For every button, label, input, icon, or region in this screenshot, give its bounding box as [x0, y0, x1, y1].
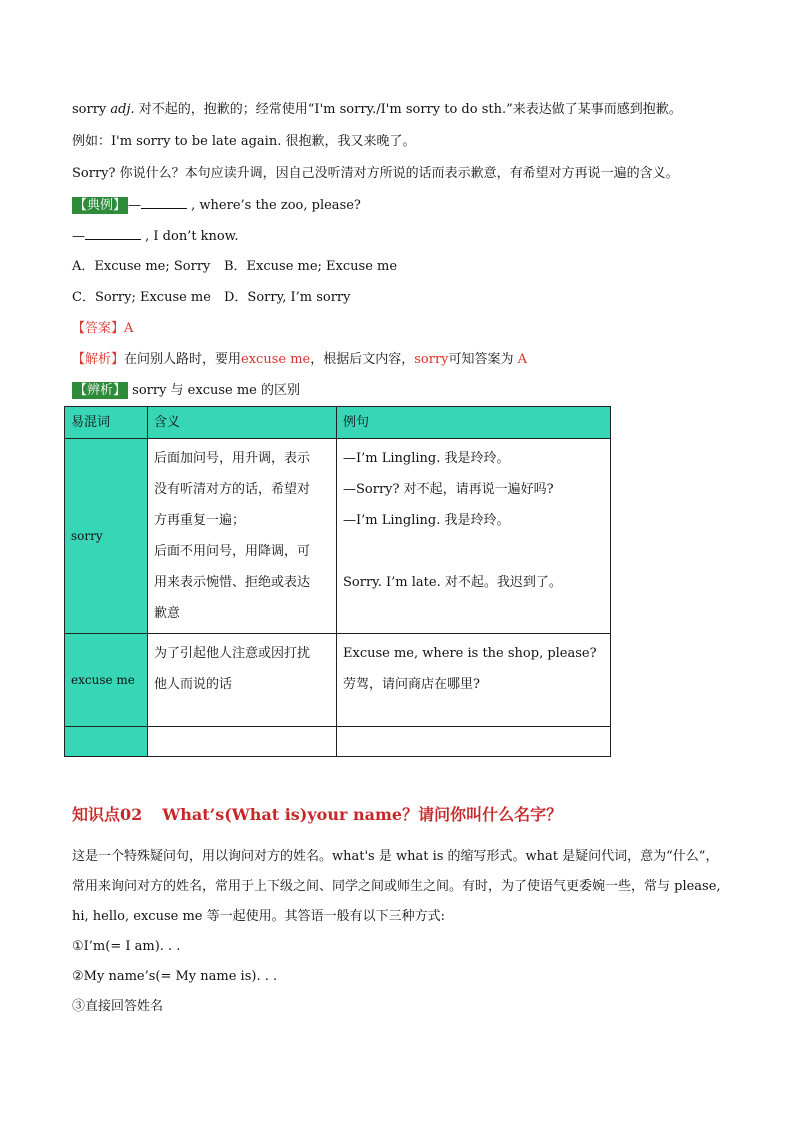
example-question-2 [72, 227, 238, 246]
table-header-cell: 含义 [148, 407, 337, 439]
question-text: , I don’t know. [141, 229, 239, 244]
intro-word: sorry [72, 102, 111, 117]
answer-tag: 【答案】 [72, 321, 125, 336]
meaning-line: 为了引起他人注意或因打扰 [154, 646, 311, 661]
answer-item-2: ②My name’s(= My name is). . . [72, 969, 278, 984]
table-cell-meaning [148, 634, 337, 727]
intro-line-2: 例如：I'm sorry to be late again. 很抱歉，我又来晚了。 [72, 134, 416, 149]
intro-line-1 [72, 101, 682, 119]
table-cell-empty [148, 727, 337, 757]
analysis-tag: 【解析】 [72, 352, 125, 367]
meaning-line: 他人而说的话 [154, 677, 233, 692]
option-d: D．Sorry, I’m sorry [224, 290, 351, 305]
table-cell-meaning [148, 439, 337, 634]
table-cell-examples [337, 634, 611, 727]
table-row [65, 439, 611, 634]
table-row [65, 634, 611, 727]
example-line: —I’m Lingling. 我是玲玲。 [343, 451, 510, 466]
table-cell-empty [65, 727, 148, 757]
analysis-text: 可知答案为 [448, 352, 518, 367]
analysis-line [72, 351, 527, 369]
body-text: 这是一个特殊疑问句，用以询问对方的姓名。what's 是 what is 的缩写形式。what 是疑问代词，意为“什么”， 常用来询问对方的姓名，常用于上下级之间、同学之间或师生之间。有时，为了使语气更委婉一些，常与 please, hi, hello, excuse me 等一起使用。其答语一般有以下三种方式: [72, 849, 721, 924]
question-text: , where’s the zoo, please? [187, 198, 361, 213]
option-c: C．Sorry; Excuse me [72, 290, 211, 305]
example-line: —I’m Lingling. 我是玲玲。 [343, 513, 510, 528]
meaning-line: 后面加问号，用升调，表示 [154, 451, 311, 466]
distinguish-line [72, 382, 300, 400]
example-tag: 【典例】 [74, 198, 127, 213]
section-heading [72, 804, 562, 826]
example-line: Sorry. I’m late. 对不起。我迟到了。 [343, 575, 562, 590]
options-row-2 [72, 289, 350, 307]
intro-line-3: Sorry? 你说什么？本句应读升调，因自己没听清对方所说的话而表示歉意，有希望对方再说一遍的含义。 [72, 166, 679, 181]
options-row-1 [72, 258, 397, 276]
table-cell-examples [337, 439, 611, 634]
meaning-line: 方再重复一遍； [154, 513, 246, 528]
example-line-empty [343, 536, 604, 567]
analysis-keyword: sorry [414, 352, 449, 367]
answer-item-3: ③直接回答姓名 [72, 999, 164, 1014]
section-number: 知识点02 [72, 805, 143, 824]
option-b: B．Excuse me; Excuse me [224, 259, 398, 274]
meaning-line: 后面不用问号，用降调，可 [154, 544, 311, 559]
table-header-cell: 易混词 [65, 407, 148, 439]
example-line: 劳驾，请问商店在哪里? [343, 677, 480, 692]
example-line: —Sorry? 对不起，请再说一遍好吗? [343, 482, 554, 497]
intro-definition: 对不起的，抱歉的；经常使用“I'm sorry./I'm sorry to do sth.”来表达做了某事而感到抱歉。 [134, 102, 682, 117]
analysis-text: 在问别人路时，要用 [124, 352, 242, 367]
section-title: What’s(What is)your name？请问你叫什么名字？ [162, 805, 563, 824]
table-header-cell: 例句 [337, 407, 611, 439]
table-header-row [65, 407, 611, 439]
distinguish-tag: 【辨析】 [74, 383, 127, 398]
meaning-line: 没有听清对方的话，希望对 [154, 482, 311, 497]
table-row-empty [65, 727, 611, 757]
answer-blank-1 [141, 196, 187, 209]
intro-pos: adj. [110, 102, 135, 117]
dash: — [72, 229, 85, 244]
meaning-line: 歉意 [154, 606, 181, 621]
answer-line [72, 320, 133, 338]
answer-value: A [124, 321, 134, 336]
analysis-keyword: excuse me [241, 352, 311, 367]
dash: — [128, 198, 142, 213]
table-cell-empty [337, 727, 611, 757]
comparison-table [64, 406, 611, 757]
option-a: A．Excuse me; Sorry [72, 259, 211, 274]
table-cell-word: sorry [65, 439, 148, 634]
answer-item-1: ①I’m(= I am). . . [72, 939, 181, 954]
answer-blank-2 [85, 227, 141, 240]
meaning-line: 用来表示惋惜、拒绝或表达 [154, 575, 311, 590]
table-cell-word: excuse me [65, 634, 148, 727]
example-question-1 [72, 196, 361, 215]
body-paragraph [72, 842, 724, 1022]
example-line: Excuse me, where is the shop, please? [343, 646, 597, 661]
distinguish-title: sorry 与 excuse me 的区别 [128, 383, 301, 398]
analysis-text: ，根据后文内容， [310, 352, 415, 367]
analysis-keyword: A [517, 352, 528, 367]
